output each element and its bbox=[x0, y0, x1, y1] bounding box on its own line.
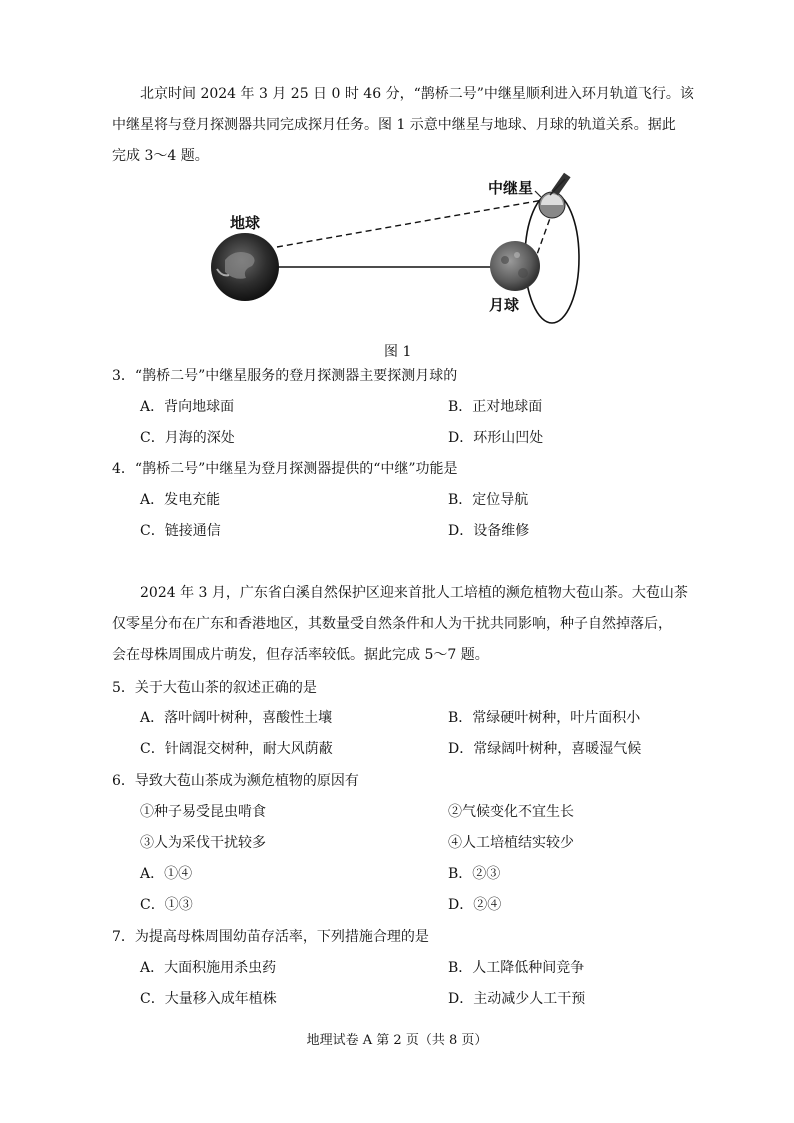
q6-option-b[interactable]: B．②③ bbox=[448, 866, 501, 882]
q3-option-a[interactable]: A．背向地球面 bbox=[140, 399, 235, 415]
intro-paragraph-2 bbox=[112, 578, 688, 671]
question-7-stem: 7．为提高母株周围幼苗存活率，下列措施合理的是 bbox=[112, 929, 429, 945]
q4-option-d[interactable]: D．设备维修 bbox=[448, 523, 530, 539]
q6-option-d[interactable]: D．②④ bbox=[448, 897, 502, 913]
q4-option-b[interactable]: B．定位导航 bbox=[448, 492, 529, 508]
intro-line: 会在母株周围成片萌发，但存活率较低。据此完成 5～7 题。 bbox=[112, 647, 489, 663]
question-5-stem: 5．关于大苞山茶的叙述正确的是 bbox=[112, 680, 317, 696]
page-footer: 地理试卷 A 第 2 页（共 8 页） bbox=[306, 1033, 488, 1048]
intro-line: 中继星将与登月探测器共同完成探月任务。图 1 示意中继星与地球、月球的轨道关系。据此 bbox=[112, 117, 676, 133]
intro-line: 2024 年 3 月，广东省白溪自然保护区迎来首批人工培植的濒危植物大苞山茶。大苞山茶 bbox=[140, 585, 688, 601]
q3-option-d[interactable]: D．环形山凹处 bbox=[448, 430, 544, 446]
q6-item-4: ④人工培植结实较少 bbox=[448, 835, 574, 851]
question-3-stem: 3．“鹊桥二号”中继星服务的登月探测器主要探测月球的 bbox=[112, 368, 458, 384]
q6-item-2: ②气候变化不宜生长 bbox=[448, 804, 574, 820]
earth-relay-dashed-line bbox=[277, 200, 543, 247]
moon-icon bbox=[490, 241, 540, 291]
figure-diagram bbox=[205, 165, 600, 335]
q6-item-1: ①种子易受昆虫啃食 bbox=[140, 804, 266, 820]
label-moon: 月球 bbox=[489, 296, 520, 314]
figure-earth-moon-relay bbox=[205, 165, 600, 335]
q5-option-b[interactable]: B．常绿硬叶树种，叶片面积小 bbox=[448, 710, 641, 726]
q5-option-c[interactable]: C．针阔混交树种，耐大风荫蔽 bbox=[140, 741, 333, 757]
q3-option-c[interactable]: C．月海的深处 bbox=[140, 430, 235, 446]
q7-option-a[interactable]: A．大面积施用杀虫药 bbox=[140, 960, 277, 976]
figure-caption: 图 1 bbox=[384, 344, 412, 360]
q6-option-a[interactable]: A．①④ bbox=[140, 866, 193, 882]
label-relay-satellite: 中继星 bbox=[488, 179, 534, 197]
q5-option-d[interactable]: D．常绿阔叶树种，喜暖湿气候 bbox=[448, 741, 642, 757]
q7-option-d[interactable]: D．主动减少人工干预 bbox=[448, 991, 586, 1007]
q7-option-b[interactable]: B．人工降低种间竞争 bbox=[448, 960, 585, 976]
q6-option-c[interactable]: C．①③ bbox=[140, 897, 193, 913]
intro-line: 北京时间 2024 年 3 月 25 日 0 时 46 分，“鹊桥二号”中继星顺利进入环月轨道飞行。该 bbox=[140, 86, 694, 102]
intro-line: 仅零星分布在广东和香港地区，其数量受自然条件和人为干扰共同影响，种子自然掉落后， bbox=[112, 616, 672, 632]
question-6-stem: 6．导致大苞山茶成为濒危植物的原因有 bbox=[112, 773, 359, 789]
relay-satellite-icon bbox=[535, 173, 571, 218]
question-4-stem: 4．“鹊桥二号”中继星为登月探测器提供的“中继”功能是 bbox=[112, 461, 458, 477]
q4-option-c[interactable]: C．链接通信 bbox=[140, 523, 221, 539]
q6-item-3: ③人为采伐干扰较多 bbox=[140, 835, 266, 851]
intro-line: 完成 3～4 题。 bbox=[112, 148, 209, 164]
q4-option-a[interactable]: A．发电充能 bbox=[140, 492, 221, 508]
q5-option-a[interactable]: A．落叶阔叶树种，喜酸性土壤 bbox=[140, 710, 333, 726]
q7-option-c[interactable]: C．大量移入成年植株 bbox=[140, 991, 277, 1007]
label-earth: 地球 bbox=[230, 214, 261, 232]
intro-paragraph-1 bbox=[112, 79, 694, 172]
q3-option-b[interactable]: B．正对地球面 bbox=[448, 399, 543, 415]
